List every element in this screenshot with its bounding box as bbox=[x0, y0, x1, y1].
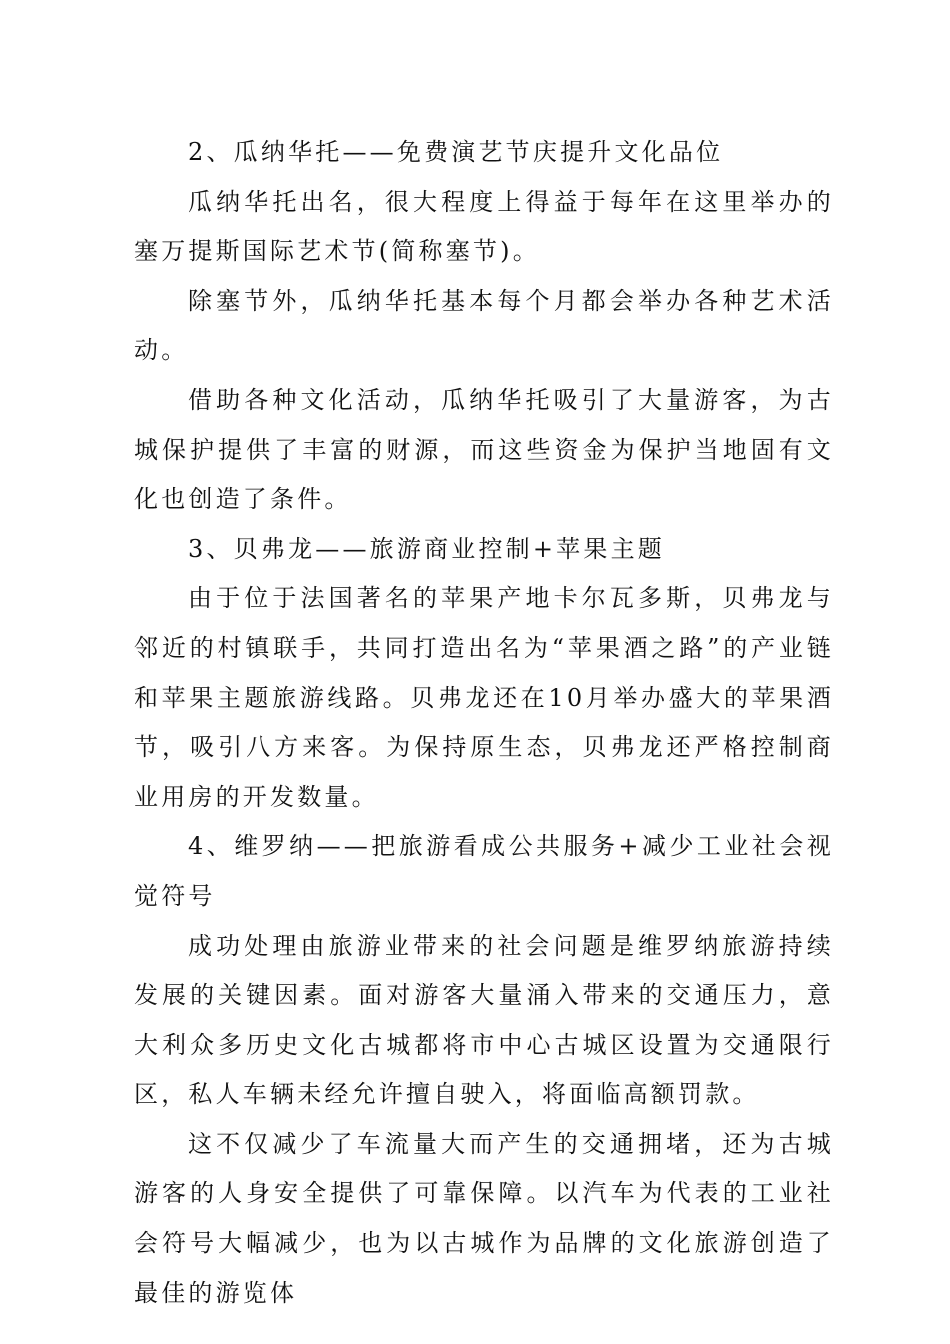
paragraph: 由于位于法国著名的苹果产地卡尔瓦多斯，贝弗龙与邻近的村镇联手，共同打造出名为“苹果酒之路”的产业链和苹果主题旅游线路。贝弗龙还在10月举办盛大的苹果酒节，吸引八方来客。为保持原生态，贝弗龙还严格控制商业用房的开发数量。 bbox=[134, 584, 834, 811]
paragraph: 瓜纳华托出名，很大程度上得益于每年在这里举办的塞万提斯国际艺术节(简称塞节)。 bbox=[134, 187, 834, 266]
paragraph: 成功处理由旅游业带来的社会问题是维罗纳旅游持续发展的关键因素。面对游客大量涌入带来的交通压力，意大利众多历史文化古城都将市中心古城区设置为交通限行区，私人车辆未经允许擅自驶入，将面临高额罚款。 bbox=[134, 931, 834, 1109]
heading-guanajuato: 2、瓜纳华托——免费演艺节庆提升文化品位 bbox=[188, 138, 724, 166]
document-body bbox=[134, 128, 834, 1318]
heading-beuvron: 3、贝弗龙——旅游商业控制+苹果主题 bbox=[188, 534, 665, 563]
heading-verona: 4、维罗纳——把旅游看成公共服务+减少工业社会视觉符号 bbox=[134, 832, 834, 910]
paragraph: 借助各种文化活动，瓜纳华托吸引了大量游客，为古城保护提供了丰富的财源，而这些资金为保护当地固有文化也创造了条件。 bbox=[134, 385, 834, 514]
paragraph: 除塞节外，瓜纳华托基本每个月都会举办各种艺术活动。 bbox=[134, 286, 834, 365]
paragraph: 这不仅减少了车流量大而产生的交通拥堵，还为古城游客的人身安全提供了可靠保障。以汽车为代表的工业社会符号大幅减少，也为以古城作为品牌的文化旅游创造了最佳的游览体 bbox=[134, 1129, 834, 1307]
